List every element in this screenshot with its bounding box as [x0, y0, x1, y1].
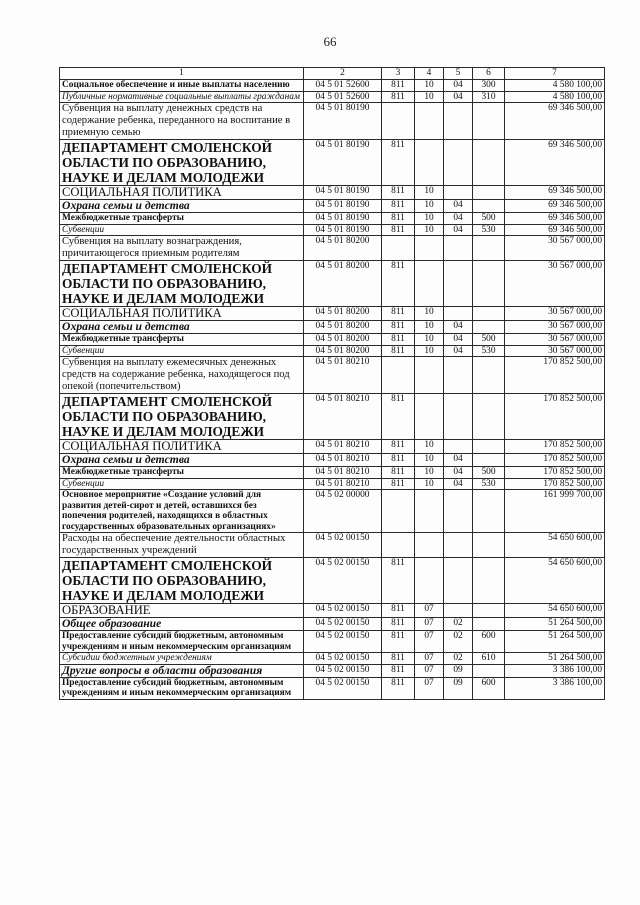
row-target-code: 04 5 01 80210 — [304, 357, 382, 394]
row-target-code: 04 5 01 80200 — [304, 307, 382, 321]
row-expense-type: 300 — [473, 80, 505, 92]
row-section — [415, 533, 444, 558]
row-name: Охрана семьи и детства — [60, 454, 304, 467]
header-col-5: 5 — [444, 68, 473, 80]
row-expense-type: 530 — [473, 224, 505, 236]
row-amount: 51 264 500,00 — [505, 631, 605, 653]
row-target-code: 04 5 01 80190 — [304, 103, 382, 140]
row-name: Публичные нормативные социальные выплаты гражданам — [60, 91, 304, 103]
table-row — [60, 345, 605, 357]
table-row — [60, 140, 605, 186]
header-col-6: 6 — [473, 68, 505, 80]
row-subsection: 04 — [444, 321, 473, 334]
row-name: ДЕПАРТАМЕНТ СМОЛЕНСКОЙ ОБЛАСТИ ПО ОБРАЗОВАНИЮ, НАУКЕ И ДЕЛАМ МОЛОДЕЖИ — [60, 261, 304, 307]
row-expense-type — [473, 558, 505, 604]
page-number: 66 — [323, 34, 337, 49]
row-expense-type: 310 — [473, 91, 505, 103]
row-expense-type — [473, 454, 505, 467]
row-subsection — [444, 394, 473, 440]
row-grbs: 811 — [382, 394, 415, 440]
row-grbs: 811 — [382, 467, 415, 479]
table-row — [60, 261, 605, 307]
row-amount: 170 852 500,00 — [505, 454, 605, 467]
row-section: 10 — [415, 478, 444, 490]
row-name: ДЕПАРТАМЕНТ СМОЛЕНСКОЙ ОБЛАСТИ ПО ОБРАЗОВАНИЮ, НАУКЕ И ДЕЛАМ МОЛОДЕЖИ — [60, 394, 304, 440]
row-amount: 69 346 500,00 — [505, 103, 605, 140]
row-section: 10 — [415, 440, 444, 454]
row-section: 10 — [415, 91, 444, 103]
row-target-code: 04 5 01 80200 — [304, 345, 382, 357]
row-name: Основное мероприятие «Создание условий для развития детей-сирот и детей, оставшихся без попечения родителей, находящихся в областных государственных образовательных организациях» — [60, 490, 304, 533]
row-expense-type — [473, 140, 505, 186]
row-grbs: 811 — [382, 334, 415, 346]
row-target-code: 04 5 01 80210 — [304, 454, 382, 467]
row-amount: 170 852 500,00 — [505, 478, 605, 490]
row-subsection: 04 — [444, 91, 473, 103]
row-subsection: 02 — [444, 618, 473, 631]
row-expense-type — [473, 533, 505, 558]
row-target-code: 04 5 01 52600 — [304, 80, 382, 92]
row-target-code: 04 5 02 00150 — [304, 653, 382, 665]
row-target-code: 04 5 02 00000 — [304, 490, 382, 533]
row-amount: 170 852 500,00 — [505, 467, 605, 479]
row-section: 10 — [415, 467, 444, 479]
row-subsection: 04 — [444, 200, 473, 213]
row-amount: 170 852 500,00 — [505, 440, 605, 454]
table-row — [60, 631, 605, 653]
row-name: Другие вопросы в области образования — [60, 664, 304, 677]
table-row — [60, 454, 605, 467]
row-target-code: 04 5 02 00150 — [304, 604, 382, 618]
row-expense-type: 600 — [473, 631, 505, 653]
table-row — [60, 490, 605, 533]
row-amount: 54 650 600,00 — [505, 558, 605, 604]
row-name: Охрана семьи и детства — [60, 321, 304, 334]
header-col-4: 4 — [415, 68, 444, 80]
row-expense-type: 500 — [473, 467, 505, 479]
row-grbs: 811 — [382, 200, 415, 213]
row-subsection — [444, 490, 473, 533]
row-section: 10 — [415, 334, 444, 346]
row-target-code: 04 5 02 00150 — [304, 677, 382, 699]
row-section: 10 — [415, 186, 444, 200]
row-grbs: 811 — [382, 478, 415, 490]
row-name: Субвенция на выплату ежемесячных денежных средств на содержание ребенка, находящегося под опекой (попечительством) — [60, 357, 304, 394]
row-amount: 51 264 500,00 — [505, 618, 605, 631]
row-grbs: 811 — [382, 618, 415, 631]
row-amount: 30 567 000,00 — [505, 345, 605, 357]
row-amount: 69 346 500,00 — [505, 200, 605, 213]
row-expense-type — [473, 321, 505, 334]
row-grbs: 811 — [382, 440, 415, 454]
row-name: Субсидии бюджетным учреждениям — [60, 653, 304, 665]
row-expense-type — [473, 490, 505, 533]
row-amount: 69 346 500,00 — [505, 140, 605, 186]
row-subsection: 04 — [444, 345, 473, 357]
row-subsection: 04 — [444, 224, 473, 236]
row-section: 10 — [415, 80, 444, 92]
row-section: 07 — [415, 618, 444, 631]
row-grbs: 811 — [382, 677, 415, 699]
row-section: 10 — [415, 213, 444, 225]
row-expense-type: 610 — [473, 653, 505, 665]
row-name: Межбюджетные трансферты — [60, 334, 304, 346]
row-amount: 4 580 100,00 — [505, 80, 605, 92]
row-name: ДЕПАРТАМЕНТ СМОЛЕНСКОЙ ОБЛАСТИ ПО ОБРАЗОВАНИЮ, НАУКЕ И ДЕЛАМ МОЛОДЕЖИ — [60, 558, 304, 604]
row-amount: 30 567 000,00 — [505, 321, 605, 334]
row-section — [415, 140, 444, 186]
row-amount: 69 346 500,00 — [505, 224, 605, 236]
row-grbs: 811 — [382, 454, 415, 467]
header-col-2: 2 — [304, 68, 382, 80]
row-target-code: 04 5 01 80200 — [304, 334, 382, 346]
row-section: 07 — [415, 631, 444, 653]
row-expense-type: 530 — [473, 345, 505, 357]
row-subsection: 09 — [444, 677, 473, 699]
row-subsection: 09 — [444, 664, 473, 677]
table-row — [60, 213, 605, 225]
table-row — [60, 224, 605, 236]
table-row — [60, 533, 605, 558]
row-grbs: 811 — [382, 558, 415, 604]
row-expense-type: 600 — [473, 677, 505, 699]
row-subsection: 04 — [444, 467, 473, 479]
row-amount: 54 650 600,00 — [505, 533, 605, 558]
row-name: СОЦИАЛЬНАЯ ПОЛИТИКА — [60, 307, 304, 321]
row-grbs: 811 — [382, 604, 415, 618]
row-target-code: 04 5 01 80190 — [304, 200, 382, 213]
table-row — [60, 677, 605, 699]
row-subsection — [444, 307, 473, 321]
row-amount: 3 386 100,00 — [505, 664, 605, 677]
table-row — [60, 91, 605, 103]
row-amount: 30 567 000,00 — [505, 307, 605, 321]
row-section: 10 — [415, 200, 444, 213]
table-row — [60, 236, 605, 261]
row-section: 07 — [415, 653, 444, 665]
table-row — [60, 664, 605, 677]
row-section — [415, 103, 444, 140]
row-grbs: 811 — [382, 345, 415, 357]
row-target-code: 04 5 01 80190 — [304, 213, 382, 225]
row-section — [415, 236, 444, 261]
row-amount: 161 999 700,00 — [505, 490, 605, 533]
header-col-3: 3 — [382, 68, 415, 80]
row-target-code: 04 5 02 00150 — [304, 558, 382, 604]
budget-table — [59, 67, 605, 700]
row-subsection: 04 — [444, 334, 473, 346]
row-subsection: 04 — [444, 80, 473, 92]
row-section — [415, 394, 444, 440]
row-target-code: 04 5 01 80190 — [304, 140, 382, 186]
row-target-code: 04 5 01 80210 — [304, 467, 382, 479]
row-name: СОЦИАЛЬНАЯ ПОЛИТИКА — [60, 186, 304, 200]
row-name: Субвенции — [60, 345, 304, 357]
row-grbs: 811 — [382, 80, 415, 92]
row-grbs: 811 — [382, 631, 415, 653]
table-row — [60, 334, 605, 346]
row-expense-type — [473, 618, 505, 631]
row-grbs — [382, 533, 415, 558]
row-expense-type: 500 — [473, 213, 505, 225]
row-subsection: 02 — [444, 631, 473, 653]
table-row — [60, 604, 605, 618]
row-subsection — [444, 440, 473, 454]
row-expense-type — [473, 236, 505, 261]
row-name: СОЦИАЛЬНАЯ ПОЛИТИКА — [60, 440, 304, 454]
row-grbs: 811 — [382, 91, 415, 103]
row-amount: 51 264 500,00 — [505, 653, 605, 665]
row-expense-type — [473, 440, 505, 454]
row-expense-type — [473, 186, 505, 200]
row-name: Межбюджетные трансферты — [60, 213, 304, 225]
row-amount: 69 346 500,00 — [505, 186, 605, 200]
row-expense-type — [473, 103, 505, 140]
row-grbs — [382, 103, 415, 140]
row-target-code: 04 5 02 00150 — [304, 664, 382, 677]
table-row — [60, 558, 605, 604]
row-subsection: 04 — [444, 454, 473, 467]
table-row — [60, 321, 605, 334]
header-row — [60, 68, 605, 80]
row-section: 07 — [415, 664, 444, 677]
row-subsection — [444, 558, 473, 604]
table-row — [60, 618, 605, 631]
row-subsection — [444, 236, 473, 261]
row-section: 10 — [415, 454, 444, 467]
row-subsection: 02 — [444, 653, 473, 665]
row-grbs: 811 — [382, 213, 415, 225]
row-section — [415, 357, 444, 394]
row-grbs: 811 — [382, 664, 415, 677]
row-expense-type — [473, 357, 505, 394]
row-target-code: 04 5 01 80190 — [304, 186, 382, 200]
row-subsection — [444, 186, 473, 200]
row-target-code: 04 5 01 80200 — [304, 321, 382, 334]
row-grbs: 811 — [382, 307, 415, 321]
row-target-code: 04 5 02 00150 — [304, 618, 382, 631]
row-grbs: 811 — [382, 261, 415, 307]
row-section — [415, 261, 444, 307]
row-section: 10 — [415, 321, 444, 334]
row-subsection — [444, 261, 473, 307]
table-row — [60, 440, 605, 454]
row-target-code: 04 5 01 80200 — [304, 261, 382, 307]
row-section: 07 — [415, 677, 444, 699]
row-section: 07 — [415, 604, 444, 618]
table-row — [60, 478, 605, 490]
row-grbs: 811 — [382, 653, 415, 665]
table-row — [60, 103, 605, 140]
row-name: ДЕПАРТАМЕНТ СМОЛЕНСКОЙ ОБЛАСТИ ПО ОБРАЗОВАНИЮ, НАУКЕ И ДЕЛАМ МОЛОДЕЖИ — [60, 140, 304, 186]
row-grbs: 811 — [382, 140, 415, 186]
row-subsection — [444, 140, 473, 186]
row-name: Субвенция на выплату вознаграждения, причитающегося приемным родителям — [60, 236, 304, 261]
header-col-7: 7 — [505, 68, 605, 80]
row-section — [415, 558, 444, 604]
row-amount: 170 852 500,00 — [505, 357, 605, 394]
row-subsection: 04 — [444, 478, 473, 490]
row-amount: 4 580 100,00 — [505, 91, 605, 103]
header-col-1: 1 — [60, 68, 304, 80]
table-row — [60, 307, 605, 321]
row-expense-type: 500 — [473, 334, 505, 346]
table-row — [60, 80, 605, 92]
row-target-code: 04 5 01 80210 — [304, 394, 382, 440]
table-row — [60, 200, 605, 213]
row-name: Предоставление субсидий бюджетным, автономным учреждениям и иным некоммерческим организациям — [60, 677, 304, 699]
row-subsection — [444, 357, 473, 394]
row-grbs: 811 — [382, 224, 415, 236]
row-amount: 3 386 100,00 — [505, 677, 605, 699]
row-name: Предоставление субсидий бюджетным, автономным учреждениям и иным некоммерческим организациям — [60, 631, 304, 653]
row-subsection — [444, 533, 473, 558]
row-grbs — [382, 490, 415, 533]
row-name: ОБРАЗОВАНИЕ — [60, 604, 304, 618]
row-section: 10 — [415, 307, 444, 321]
row-expense-type: 530 — [473, 478, 505, 490]
row-name: Субвенция на выплату денежных средств на содержание ребенка, переданного на воспитание в приемную семью — [60, 103, 304, 140]
row-target-code: 04 5 01 80200 — [304, 236, 382, 261]
row-subsection — [444, 103, 473, 140]
row-section: 10 — [415, 345, 444, 357]
table-row — [60, 394, 605, 440]
row-amount: 170 852 500,00 — [505, 394, 605, 440]
row-expense-type — [473, 664, 505, 677]
table-body — [60, 80, 605, 700]
table-row — [60, 467, 605, 479]
row-name: Межбюджетные трансферты — [60, 467, 304, 479]
row-expense-type — [473, 261, 505, 307]
row-amount: 54 650 600,00 — [505, 604, 605, 618]
row-grbs — [382, 357, 415, 394]
row-target-code: 04 5 02 00150 — [304, 533, 382, 558]
row-target-code: 04 5 01 80210 — [304, 440, 382, 454]
row-name: Расходы на обеспечение деятельности областных государственных учреждений — [60, 533, 304, 558]
row-name: Охрана семьи и детства — [60, 200, 304, 213]
row-grbs — [382, 236, 415, 261]
row-expense-type — [473, 307, 505, 321]
row-name: Социальное обеспечение и иные выплаты населению — [60, 80, 304, 92]
table-row — [60, 653, 605, 665]
row-name: Субвенции — [60, 224, 304, 236]
row-section — [415, 490, 444, 533]
row-name: Общее образование — [60, 618, 304, 631]
row-subsection — [444, 604, 473, 618]
row-subsection: 04 — [444, 213, 473, 225]
table-row — [60, 357, 605, 394]
row-expense-type — [473, 200, 505, 213]
row-expense-type — [473, 394, 505, 440]
table-row — [60, 186, 605, 200]
row-target-code: 04 5 01 80210 — [304, 478, 382, 490]
row-name: Субвенции — [60, 478, 304, 490]
row-target-code: 04 5 01 52600 — [304, 91, 382, 103]
row-amount: 69 346 500,00 — [505, 213, 605, 225]
row-grbs: 811 — [382, 321, 415, 334]
row-amount: 30 567 000,00 — [505, 334, 605, 346]
row-section: 10 — [415, 224, 444, 236]
row-amount: 30 567 000,00 — [505, 236, 605, 261]
row-target-code: 04 5 02 00150 — [304, 631, 382, 653]
row-grbs: 811 — [382, 186, 415, 200]
row-amount: 30 567 000,00 — [505, 261, 605, 307]
row-expense-type — [473, 604, 505, 618]
row-target-code: 04 5 01 80190 — [304, 224, 382, 236]
